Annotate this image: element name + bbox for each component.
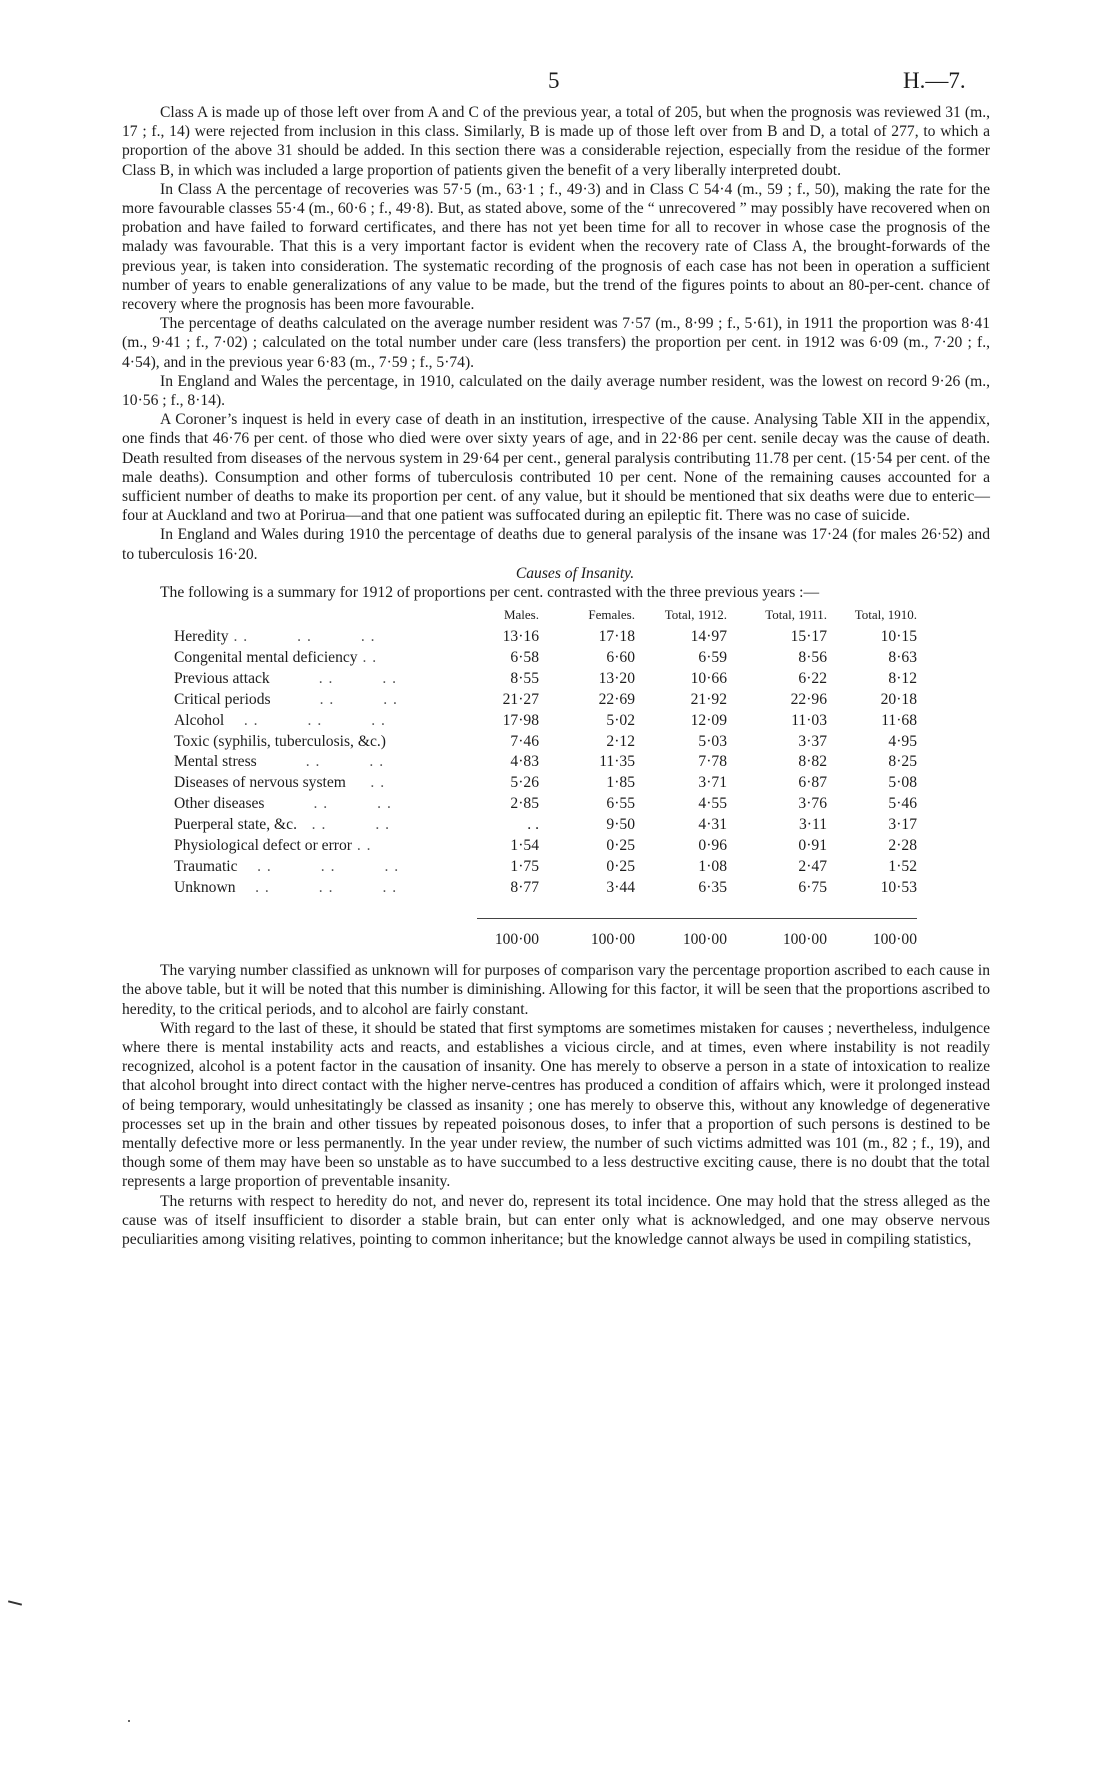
total-cell: 100·00 bbox=[494, 931, 539, 949]
paragraph: The percentage of deaths calculated on the average number resident was 7·57 (m., 8·99 ; f., 5·61), in 1911 the proportion was 8·41 (m., 9·41 ; f., 7·02) ; calculated on the total number under care (less transfers) the proportion per cent. in 1912 was 6·09 (m., 7·20 ; f., 4·54), and in the previous year 6·83 (m., 7·59 ; f., 5·74). bbox=[122, 315, 990, 371]
table-header-row bbox=[122, 604, 917, 626]
value-cell: 2·12 bbox=[606, 732, 635, 750]
value-cell: 5·02 bbox=[606, 711, 635, 729]
table-row bbox=[122, 877, 917, 898]
table-row bbox=[122, 731, 917, 752]
after-table-text bbox=[122, 961, 990, 1249]
total-rule-row bbox=[122, 898, 917, 919]
table-row bbox=[122, 814, 917, 835]
cause-label: Physiological defect or error bbox=[174, 837, 352, 855]
value-cell: 8·55 bbox=[510, 669, 539, 687]
column-header: Females. bbox=[588, 606, 635, 622]
cause-label: Mental stress bbox=[174, 753, 257, 771]
cause-label: Traumatic bbox=[174, 857, 238, 875]
dot-leader: . . bbox=[357, 649, 378, 667]
value-cell: 0·91 bbox=[798, 837, 827, 855]
cause-cell bbox=[122, 773, 477, 794]
dot-leader: . . . . bbox=[269, 669, 398, 687]
table-row bbox=[122, 856, 917, 877]
value-cell: 11·03 bbox=[791, 711, 827, 729]
cause-cell bbox=[122, 856, 477, 877]
value-cell: 6·59 bbox=[698, 649, 727, 667]
value-cell: 8·25 bbox=[888, 753, 917, 771]
cause-label: Puerperal state, &c. bbox=[174, 816, 297, 834]
paragraph: Class A is made up of those left over from A and C of the previous year, a total of 205, but when the prognosis was reviewed 31 (m., 17 ; f., 14) were rejected from inclusion in this class. Similarly, B is made up of those left over from B and D, a total of 277, to which a proportion of the above 31 should be added. In this section there was a considerable rejection, especially from the residue of the former Class B, in which was included a large proportion of patients given the benefit of a very liberally interpreted doubt. bbox=[122, 104, 990, 179]
cause-cell bbox=[122, 835, 477, 856]
dot-leader: . . . . bbox=[270, 690, 398, 708]
value-cell: 3·17 bbox=[888, 816, 917, 834]
cause-cell bbox=[122, 731, 477, 752]
value-cell: 11·68 bbox=[881, 711, 917, 729]
cause-label: Critical periods bbox=[174, 690, 271, 708]
value-cell: 13·16 bbox=[502, 628, 539, 646]
value-cell: 15·17 bbox=[790, 628, 827, 646]
cause-column-header bbox=[122, 604, 477, 626]
table-body bbox=[122, 626, 917, 949]
value-cell: 6·35 bbox=[698, 878, 727, 896]
value-cell: 8·77 bbox=[510, 878, 539, 896]
value-cell: 2·47 bbox=[798, 857, 827, 875]
table-row bbox=[122, 773, 917, 794]
value-cell: 0·25 bbox=[606, 857, 635, 875]
value-cell: 1·54 bbox=[510, 837, 539, 855]
cause-cell bbox=[122, 647, 477, 668]
value-cell: 7·78 bbox=[698, 753, 727, 771]
value-cell: . . bbox=[527, 816, 539, 834]
value-cell: 6·75 bbox=[798, 878, 827, 896]
column-header: Males. bbox=[503, 606, 539, 622]
section-heading: Causes of Insanity. bbox=[515, 564, 635, 582]
value-cell: 3·37 bbox=[798, 732, 827, 750]
table-row bbox=[122, 835, 917, 856]
value-cell: 4·95 bbox=[888, 732, 917, 750]
value-cell: 6·55 bbox=[606, 795, 635, 813]
cause-cell bbox=[122, 793, 477, 814]
total-rule bbox=[635, 898, 727, 919]
value-cell: 1·08 bbox=[698, 857, 727, 875]
value-cell: 8·56 bbox=[798, 649, 827, 667]
dot-leader: . . . . bbox=[256, 753, 385, 771]
cause-cell bbox=[122, 710, 477, 731]
value-cell: 8·12 bbox=[888, 669, 917, 687]
value-cell: 1·85 bbox=[606, 774, 635, 792]
value-cell: 6·60 bbox=[606, 649, 635, 667]
dot-leader: . . . . . . bbox=[224, 711, 386, 729]
dot-leader: . . bbox=[345, 774, 386, 792]
value-cell: 21·27 bbox=[502, 690, 539, 708]
paragraph: In England and Wales during 1910 the percentage of deaths due to general paralysis of the insane was 17·24 (for males 26·52) and to tuberculosis 16·20. bbox=[122, 526, 990, 563]
cause-cell bbox=[122, 689, 477, 710]
table-row bbox=[122, 647, 917, 668]
value-cell: 6·22 bbox=[798, 669, 827, 687]
paragraph: A Coroner’s inquest is held in every case of death in an institution, irrespective of the cause. Analysing Table XII in the appendix, one finds that 46·76 per cent. of those who died were over sixty years of age, and in 22·86 per cent. senile decay was the cause of death. Death resulted from diseases of the nervous system in 29·64 per cent., general paralysis contributing 11.78 per cent. (15·54 per cent. of the male deaths). Consumption and other forms of tuberculosis contributed 10 per cent. None of the remaining causes accounted for a sufficient number of deaths to make its proportion per cent. of any value, but it should be mentioned that six deaths were due to enteric—four at Auckland and two at Porirua—and that one patient was suffocated during an epileptic fit. There was no case of suicide. bbox=[122, 411, 990, 525]
table-row bbox=[122, 752, 917, 773]
cause-cell bbox=[122, 668, 477, 689]
cause-label: Diseases of nervous system bbox=[174, 774, 346, 792]
value-cell: 8·63 bbox=[888, 649, 917, 667]
value-cell: 10·66 bbox=[690, 669, 727, 687]
cause-label: Congenital mental deficiency bbox=[174, 649, 358, 667]
value-cell: 10·53 bbox=[880, 878, 917, 896]
dot-leader: . . bbox=[351, 837, 372, 855]
paragraph: In Class A the percentage of recoveries was 57·5 (m., 63·1 ; f., 49·3) and in Class C 54·4 (m., 59 ; f., 50), making the rate for the more favourable classes 55·4 (m., 60·6 ; f., 49·8). But, as stated above, some of the “ unrecovered ” may possibly have recovered when on probation and have failed to forward certificates, and there has not yet been time for all to recover in whose case the prognosis of the malady was favourable. That this is a very important factor is evident when the recovery rate of Class A, the brought-forwards of the previous year, is taken into consideration. The systematic recording of the prognosis of each case has not been in operation a sufficient number of years to enable generalizations of any value to be made, but the trend of the figures points to about an 80-per-cent. chance of recovery where the prognosis has been more favourable. bbox=[122, 180, 990, 314]
table-row bbox=[122, 793, 917, 814]
page-header bbox=[0, 68, 1114, 98]
margin-dot bbox=[128, 1720, 130, 1722]
value-cell: 13·20 bbox=[598, 669, 635, 687]
margin-mark bbox=[8, 1600, 22, 1605]
table-row bbox=[122, 689, 917, 710]
value-cell: 5·08 bbox=[888, 774, 917, 792]
total-rule bbox=[727, 898, 827, 919]
dot-leader: . . . . . . bbox=[237, 857, 400, 875]
cause-cell bbox=[122, 626, 477, 647]
value-cell: 22·96 bbox=[790, 690, 827, 708]
value-cell: 6·58 bbox=[510, 649, 539, 667]
cause-label: Unknown bbox=[174, 878, 236, 896]
value-cell: 1·52 bbox=[888, 857, 917, 875]
page-reference: H.—7. bbox=[903, 68, 966, 93]
column-header: Total, 1912. bbox=[664, 606, 727, 622]
cause-cell bbox=[122, 814, 477, 835]
value-cell: 3·71 bbox=[698, 774, 727, 792]
value-cell: 0·96 bbox=[698, 837, 727, 855]
body-text bbox=[122, 103, 990, 1249]
value-cell: 3·76 bbox=[798, 795, 827, 813]
value-cell: 4·83 bbox=[510, 753, 539, 771]
value-cell: 17·98 bbox=[502, 711, 539, 729]
value-cell: 5·26 bbox=[510, 774, 539, 792]
table-row bbox=[122, 626, 917, 647]
value-cell: 17·18 bbox=[598, 628, 635, 646]
total-cell: 100·00 bbox=[682, 931, 727, 949]
value-cell: 5·46 bbox=[888, 795, 917, 813]
cause-label: Heredity bbox=[174, 628, 229, 646]
dot-leader: . . . . . . bbox=[228, 628, 376, 646]
value-cell: 1·75 bbox=[510, 857, 539, 875]
dot-leader: . . . . . . bbox=[235, 878, 398, 896]
value-cell: 5·03 bbox=[698, 732, 727, 750]
paragraph: The returns with respect to heredity do not, and never do, represent its total incidence. One may hold that the stress alleged as the cause was of itself insufficient to disorder a stable brain, but can enter only what is acknowledged, and one may observe nervous peculiarities among visiting relatives, pointing to common inheritance; but the knowledge cannot always be used in compiling statistics, bbox=[122, 1192, 990, 1249]
column-header: Total, 1911. bbox=[765, 606, 827, 622]
table-row bbox=[122, 710, 917, 731]
cause-cell bbox=[122, 752, 477, 773]
value-cell: 3·11 bbox=[798, 816, 827, 834]
value-cell: 11·35 bbox=[599, 753, 635, 771]
value-cell: 22·69 bbox=[598, 690, 635, 708]
cause-cell bbox=[122, 877, 477, 898]
value-cell: 20·18 bbox=[880, 690, 917, 708]
total-cell: 100·00 bbox=[872, 931, 917, 949]
table-intro: The following is a summary for 1912 of proportions per cent. contrasted with the three previous years :— bbox=[160, 584, 820, 602]
cause-label: Other diseases bbox=[174, 795, 265, 813]
paragraph: In England and Wales the percentage, in 1910, calculated on the daily average number resident, was the lowest on record 9·26 (m., 10·56 ; f., 8·14). bbox=[122, 372, 990, 410]
value-cell: 3·44 bbox=[606, 878, 635, 896]
table-row bbox=[122, 668, 917, 689]
column-header: Total, 1910. bbox=[854, 606, 917, 622]
value-cell: 7·46 bbox=[510, 732, 539, 750]
total-rule bbox=[539, 898, 635, 919]
value-cell: 10·15 bbox=[880, 628, 917, 646]
cause-label: Alcohol bbox=[174, 711, 225, 729]
paragraph: With regard to the last of these, it should be stated that first symptoms are sometimes mistaken for causes ; nevertheless, indulgence where there is mental instability acts and reacts, and establishes a vicious circle, and at times, even where instability is not readily recognized, alcohol is a potent factor in the causation of insanity. One has merely to observe a person in a state of intoxication to realize that alcohol brought into direct contact with the higher nerve-centres has produced a condition of affairs which, were it prolonged instead of being temporary, would unhesitatingly be classed as insanity ; one has merely to observe this, without any knowledge of degenerative processes set up in the brain and other tissues by repeated poisonous doses, to infer that a proportion of such persons is destined to be mentally defective more or less permanently. In the year under review, the number of such victims admitted was 101 (m., 82 ; f., 19), and though some of them may have been so unstable as to have succumbed to a less destructive exciting cause, there is no doubt that the total represents a large proportion of preventable insanity. bbox=[122, 1019, 990, 1191]
paragraph: The varying number classified as unknown will for purposes of comparison vary the percentage proportion ascribed to each cause in the above table, but it will be noted that this number is diminishing. Allowing for this factor, it will be seen that the proportions ascribed to heredity, to the critical periods, and to alcohol are fairly constant. bbox=[122, 962, 990, 1018]
value-cell: 9·50 bbox=[606, 816, 635, 834]
page-number: 5 bbox=[548, 68, 560, 93]
total-rule bbox=[477, 898, 539, 919]
value-cell: 4·55 bbox=[698, 795, 727, 813]
total-rule bbox=[827, 898, 917, 919]
value-cell: 14·97 bbox=[690, 628, 727, 646]
totals-row bbox=[122, 919, 917, 950]
value-cell: 2·28 bbox=[888, 837, 917, 855]
value-cell: 0·25 bbox=[606, 837, 635, 855]
cause-label: Toxic (syphilis, tuberculosis, &c.) bbox=[174, 732, 386, 750]
causes-of-insanity-table bbox=[122, 604, 917, 949]
cause-label: Previous attack bbox=[174, 669, 270, 687]
total-cell: 100·00 bbox=[590, 931, 635, 949]
value-cell: 4·31 bbox=[698, 816, 727, 834]
dot-leader: . . . . bbox=[264, 795, 392, 813]
value-cell: 2·85 bbox=[510, 795, 539, 813]
dot-leader: . . . . bbox=[296, 816, 391, 834]
value-cell: 6·87 bbox=[798, 774, 827, 792]
value-cell: 12·09 bbox=[690, 711, 727, 729]
value-cell: 21·92 bbox=[690, 690, 727, 708]
total-cell: 100·00 bbox=[782, 931, 827, 949]
value-cell: 8·82 bbox=[798, 753, 827, 771]
